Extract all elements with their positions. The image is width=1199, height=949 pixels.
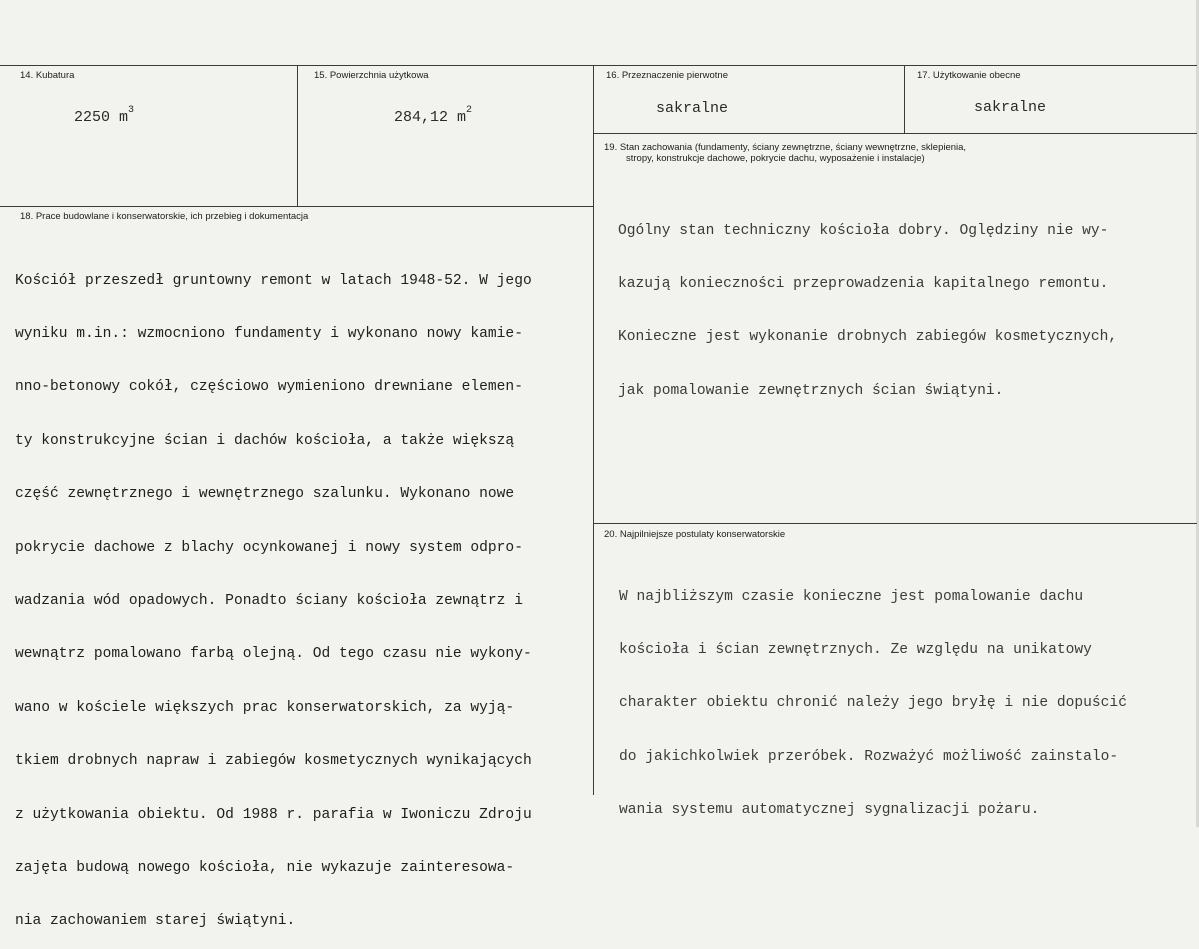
prace-line: wewnątrz pomalowano farbą olejną. Od tego czasu nie wykony- [15, 646, 532, 663]
prace-line: nia zachowaniem starej świątyni. [15, 913, 296, 930]
prace-line: część zewnętrznego i wewnętrznego szalunku. Wykonano nowe [15, 486, 515, 503]
postulaty-line: W najbliższym czasie konieczne jest pomalowanie dachu [619, 588, 1084, 605]
przeznaczenie-value: sakralne [656, 100, 729, 117]
uzytkowanie-label: 17. Użytkowanie obecne [917, 70, 1021, 81]
kubatura-value [74, 105, 134, 127]
prace-line: wadzania wód opadowych. Ponadto ściany kościoła zewnątrz i [15, 592, 523, 609]
uzytkowanie-value: sakralne [974, 99, 1047, 116]
prace-line: wyniku m.in.: wzmocniono fundamenty i wykonano nowy kamie- [15, 325, 523, 342]
top-rule [0, 65, 1197, 66]
stan-text [618, 187, 1117, 418]
postulaty-line: wania systemu automatycznej sygnalizacji pożaru. [619, 802, 1040, 819]
postulaty-line: kościoła i ścian zewnętrznych. Ze względu na unikatowy [619, 641, 1092, 658]
kubatura-unit-exponent: 3 [128, 105, 135, 116]
postulaty-label: 20. Najpilniejsze postulaty konserwatorskie [604, 529, 786, 540]
stan-label [604, 142, 1084, 164]
divider-left-right [593, 65, 594, 795]
prace-line: ty konstrukcyjne ścian i dachów kościoła, a także większą [15, 432, 515, 449]
stan-line: Konieczne jest wykonanie drobnych zabiegów kosmetycznych, [618, 329, 1118, 346]
stan-line: Ogólny stan techniczny kościoła dobry. Oględziny nie wy- [618, 222, 1109, 239]
prace-text [15, 237, 532, 949]
divider-16-17 [904, 65, 905, 133]
powierzchnia-number: 284,12 m [394, 109, 467, 126]
stan-line: kazują konieczności przeprowadzenia kapitalnego remontu. [618, 275, 1109, 292]
stan-line: jak pomalowanie zewnętrznych ścian świątyni. [618, 382, 1004, 399]
postulaty-text [619, 553, 1127, 838]
powierzchnia-label: 15. Powierzchnia użytkowa [314, 70, 429, 81]
powierzchnia-unit-exponent: 2 [466, 105, 473, 116]
kubatura-label: 14. Kubatura [20, 70, 75, 81]
prace-line: pokrycie dachowe z blachy ocynkowanej i nowy system odpro- [15, 539, 523, 556]
prace-label: 18. Prace budowlane i konserwatorskie, ich przebieg i dokumentacja [20, 211, 309, 222]
prace-line: Kościół przeszedł gruntowny remont w latach 1948-52. W jego [15, 272, 532, 289]
postulaty-line: charakter obiektu chronić należy jego bryłę i nie dopuścić [619, 695, 1127, 712]
prace-line: tkiem drobnych napraw i zabiegów kosmetycznych wynikających [15, 753, 532, 770]
postulaty-line: do jakichkolwiek przeróbek. Rozważyć możliwość zainstalo- [619, 748, 1119, 765]
powierzchnia-value [394, 105, 472, 127]
stan-label-line-2: stropy, konstrukcje dachowe, pokrycie dachu, wyposażenie i instalacje) [626, 153, 925, 164]
prace-line: wano w kościele większych prac konserwatorskich, za wyją- [15, 699, 515, 716]
przeznaczenie-label: 16. Przeznaczenie pierwotne [606, 70, 728, 81]
divider-14-15 [297, 65, 298, 206]
rule-above-section-20 [594, 523, 1197, 524]
prace-line: zajęta budową nowego kościoła, nie wykazuje zainteresowa- [15, 859, 515, 876]
prace-line: nno-betonowy cokół, częściowo wymieniono drewniane elemen- [15, 379, 523, 396]
prace-line: z użytkowania obiektu. Od 1988 r. parafia w Iwoniczu Zdroju [15, 806, 532, 823]
stan-label-line-1: 19. Stan zachowania (fundamenty, ściany zewnętrzne, ściany wewnętrzne, sklepienia, [604, 142, 967, 153]
rule-under-row1-right [594, 133, 1197, 134]
kubatura-number: 2250 m [74, 109, 129, 126]
rule-under-row1-left [0, 206, 594, 207]
